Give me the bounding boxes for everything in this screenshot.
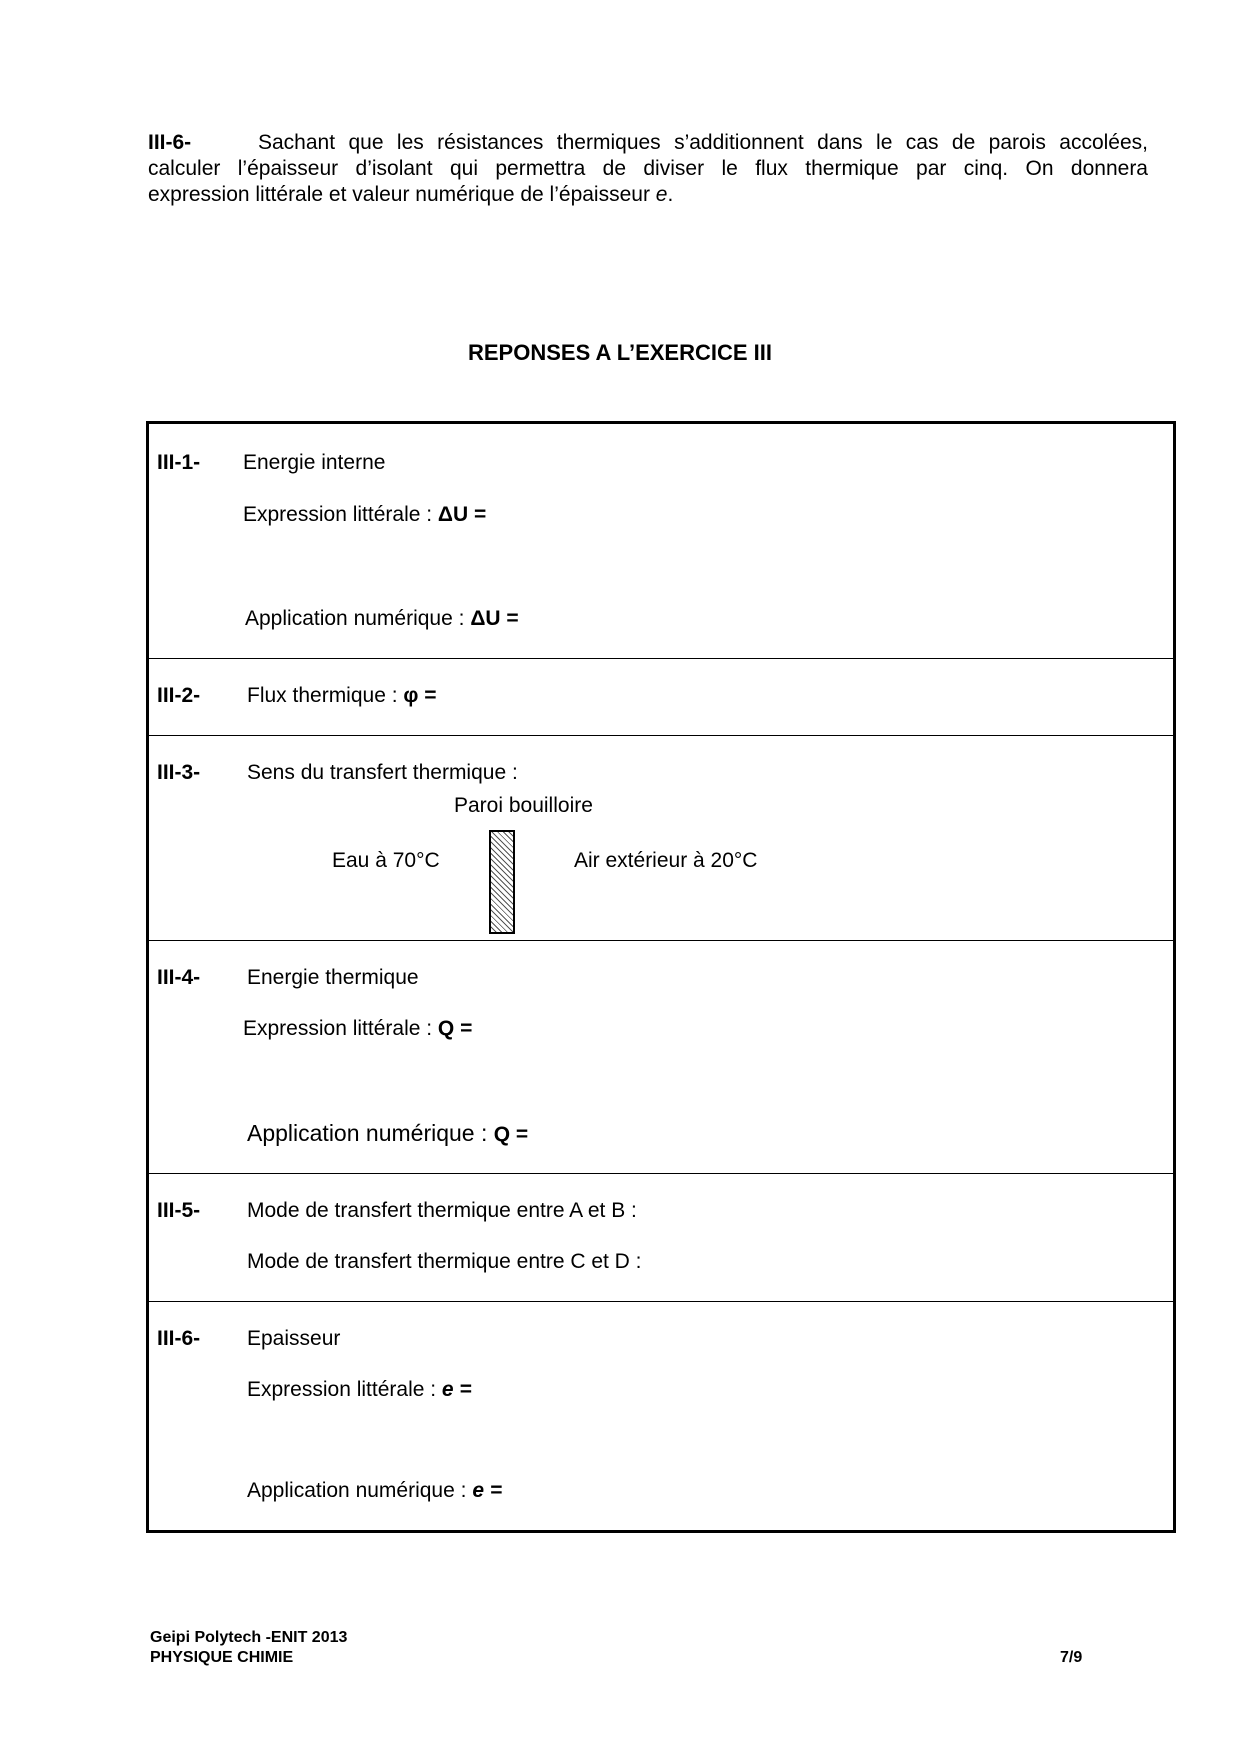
application-line: Application numérique : e = xyxy=(247,1479,503,1502)
row-title: Energie interne xyxy=(243,451,386,474)
transfer-direction-label: Sens du transfert thermique : xyxy=(247,761,518,784)
air-label: Air extérieur à 20°C xyxy=(574,849,758,872)
expression-line: Expression littérale : ΔU = xyxy=(243,503,487,526)
row-label: III-6- xyxy=(157,1327,201,1350)
flux-line: Flux thermique : φ = xyxy=(247,684,437,707)
variable-e: e xyxy=(655,183,668,206)
answer-row-6 xyxy=(149,1301,1173,1530)
intro-question xyxy=(148,130,1148,208)
answer-row-2 xyxy=(149,658,1173,736)
row-label: III-1- xyxy=(157,451,201,474)
intro-line-3: expression littérale et valeur numérique de l’épaisseur e. xyxy=(148,183,674,206)
footer-subject: PHYSIQUE CHIMIE xyxy=(150,1649,294,1666)
transfer-mode-ab: Mode de transfert thermique entre A et B : xyxy=(247,1199,637,1222)
row-label: III-4- xyxy=(157,966,201,989)
application-line: Application numérique : Q = xyxy=(247,1120,529,1146)
kettle-wall-diagram xyxy=(489,830,515,934)
row-label: III-5- xyxy=(157,1199,201,1222)
wall-label: Paroi bouilloire xyxy=(454,794,593,817)
answers-table xyxy=(146,421,1176,1533)
expression-line: Expression littérale : Q = xyxy=(243,1017,473,1040)
answer-row-4 xyxy=(149,940,1173,1174)
row-title: Epaisseur xyxy=(247,1327,341,1350)
answer-row-3 xyxy=(149,735,1173,941)
row-label: III-3- xyxy=(157,761,201,784)
intro-line-2: calculer l’épaisseur d’isolant qui permettra de diviser le flux thermique par cinq. On donnera xyxy=(148,157,1148,180)
footer-school: Geipi Polytech -ENIT 2013 xyxy=(150,1629,348,1646)
intro-line-1: III-6- Sachant que les résistances thermiques s’additionnent dans le cas de parois accolées, xyxy=(148,131,1148,154)
row-label: III-2- xyxy=(157,684,201,707)
answer-row-1 xyxy=(149,424,1173,659)
page-number: 7/9 xyxy=(1060,1649,1083,1666)
question-number: III-6- xyxy=(148,131,192,154)
answer-row-5 xyxy=(149,1173,1173,1302)
transfer-mode-cd: Mode de transfert thermique entre C et D : xyxy=(247,1250,642,1273)
water-label: Eau à 70°C xyxy=(332,849,440,872)
expression-line: Expression littérale : e = xyxy=(247,1378,472,1401)
section-title: REPONSES A L’EXERCICE III xyxy=(468,340,772,365)
row-title: Energie thermique xyxy=(247,966,419,989)
application-line: Application numérique : ΔU = xyxy=(245,607,519,630)
